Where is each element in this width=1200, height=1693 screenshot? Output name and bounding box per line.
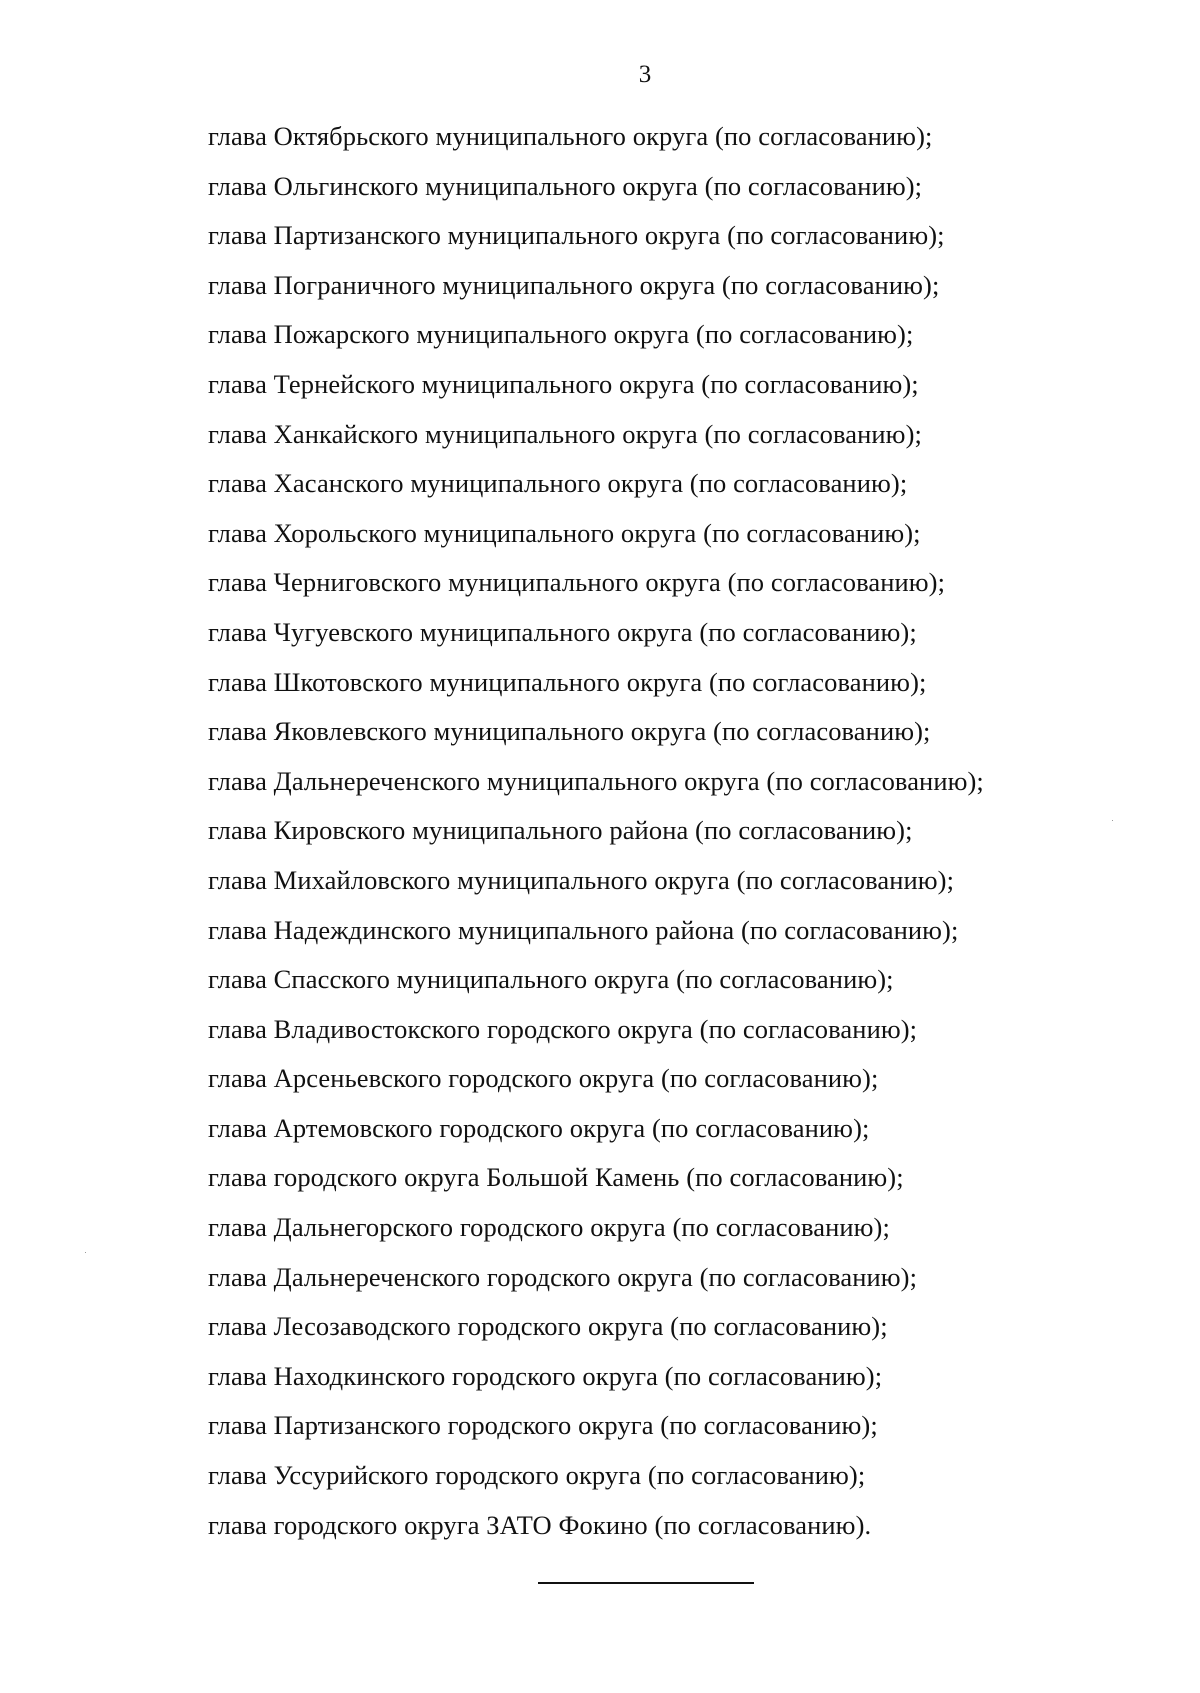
list-item: глава Ольгинского муниципального округа (по согласованию);	[208, 170, 923, 201]
scan-speck	[1112, 820, 1113, 821]
list-item: глава Надеждинского муниципального района (по согласованию);	[208, 914, 959, 945]
list-item: глава Спасского муниципального округа (по согласованию);	[208, 964, 894, 995]
list-item: глава Ханкайского муниципального округа (по согласованию);	[208, 418, 922, 449]
scan-speck	[85, 1252, 86, 1253]
list-item: глава Шкотовского муниципального округа (по согласованию);	[208, 666, 927, 697]
list-item: глава Партизанского городского округа (по согласованию);	[208, 1410, 878, 1441]
list-item: глава Михайловского муниципального округа (по согласованию);	[208, 864, 955, 895]
list-item: глава Лесозаводского городского округа (по согласованию);	[208, 1311, 888, 1342]
members-list	[208, 112, 984, 1550]
list-item: глава Дальнереченского муниципального округа (по согласованию);	[208, 765, 984, 796]
list-item: глава городского округа Большой Камень (по согласованию);	[208, 1162, 904, 1193]
list-item: глава Хорольского муниципального округа (по согласованию);	[208, 517, 921, 548]
list-item: глава Черниговского муниципального округа (по согласованию);	[208, 567, 946, 598]
list-item: глава Хасанского муниципального округа (по согласованию);	[208, 468, 908, 499]
list-item: глава Чугуевского муниципального округа (по согласованию);	[208, 616, 917, 647]
list-item: глава Арсеньевского городского округа (по согласованию);	[208, 1063, 879, 1094]
end-separator-line	[538, 1582, 754, 1584]
list-item: глава Партизанского муниципального округа (по согласованию);	[208, 220, 945, 251]
list-item: глава Пограничного муниципального округа (по согласованию);	[208, 269, 940, 300]
list-item: глава Дальнереченского городского округа (по согласованию);	[208, 1261, 918, 1292]
list-item: глава Уссурийского городского округа (по согласованию);	[208, 1460, 866, 1491]
list-item: глава Тернейского муниципального округа (по согласованию);	[208, 368, 919, 399]
list-item: глава Пожарского муниципального округа (по согласованию);	[208, 319, 914, 350]
list-item: глава Кировского муниципального района (по согласованию);	[208, 815, 913, 846]
list-item: глава городского округа ЗАТО Фокино (по согласованию).	[208, 1509, 872, 1540]
page-number: 3	[638, 61, 652, 88]
list-item: глава Яковлевского муниципального округа (по согласованию);	[208, 716, 931, 747]
list-item: глава Находкинского городского округа (по согласованию);	[208, 1360, 883, 1391]
list-item: глава Артемовского городского округа (по согласованию);	[208, 1112, 870, 1143]
list-item: глава Дальнегорского городского округа (по согласованию);	[208, 1212, 890, 1243]
list-item: глава Октябрьского муниципального округа (по согласованию);	[208, 121, 933, 151]
list-item: глава Владивостокского городского округа (по согласованию);	[208, 1013, 918, 1044]
